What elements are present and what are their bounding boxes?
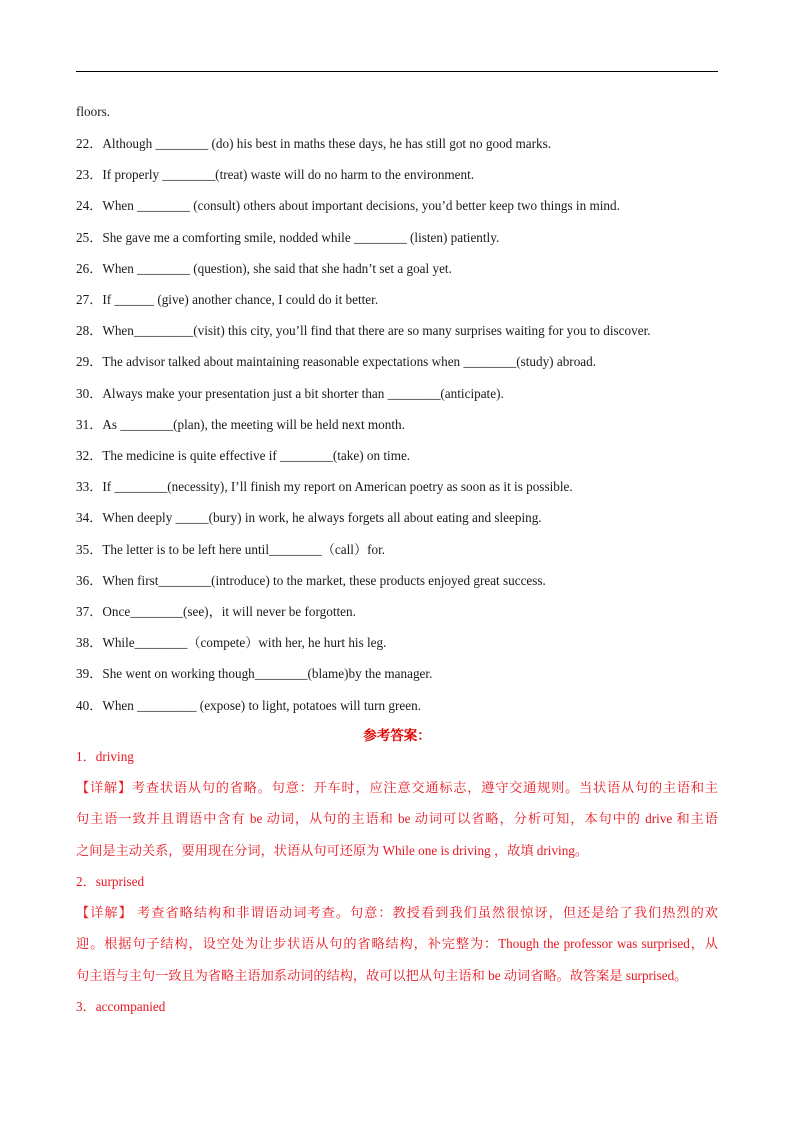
question-text: She gave me a comforting smile, nodded while ________ (listen) patiently. [102, 229, 500, 245]
question-number: 30． [76, 385, 103, 401]
question-number: 36． [76, 572, 103, 588]
question-item [76, 198, 620, 214]
question-number: 27． [76, 292, 103, 307]
answer-1-detail [76, 772, 718, 866]
question-item [76, 698, 421, 714]
question-number: 23． [76, 167, 103, 183]
question-item [76, 635, 386, 651]
detail-line: 之间是主动关系，要用现在分词，状语从句可还原为 While one is driving ，故填 driving。 [76, 842, 589, 858]
question-number: 34． [76, 510, 103, 526]
question-item [76, 261, 452, 277]
question-number: 31． [76, 416, 103, 432]
detail-line: 句主语一致并且谓语中含有 be 动词，从句的主语和 be 动词可以省略，分析可知，本句中的 drive 和主语 [76, 811, 718, 827]
question-item [76, 167, 474, 183]
question-number: 26． [76, 260, 103, 276]
question-number: 35． [76, 541, 103, 557]
question-item [76, 448, 410, 464]
detail-line: 句主语与主句一致且为省略主语加系动词的结构，故可以把从句主语和 be 动词省略。故答案是 surprised。 [76, 967, 688, 983]
question-item [76, 354, 596, 370]
question-item [76, 230, 499, 246]
question-text: When _________ (expose) to light, potatoes will turn green. [102, 697, 422, 713]
question-text: She went on working though________(blame)by the manager. [102, 666, 433, 682]
question-number: 25． [76, 229, 103, 245]
question-text: When ________ (question), she said that she hadn’t set a goal yet. [102, 260, 452, 276]
question-text: As ________(plan), the meeting will be held next month. [102, 416, 405, 432]
question-text: When deeply _____(bury) in work, he always forgets all about eating and sleeping. [102, 510, 542, 526]
question-item [76, 292, 378, 308]
question-text: The medicine is quite effective if ________(take) on time. [102, 448, 411, 463]
answer-1-label: 1．driving [76, 749, 134, 764]
question-text: While________（compete）with her, he hurt his leg. [102, 635, 387, 651]
question-number: 22． [76, 136, 103, 151]
question-number: 38． [76, 635, 103, 651]
question-number: 33． [76, 479, 103, 495]
carryover-text: floors. [76, 104, 111, 119]
question-item [76, 417, 405, 433]
question-number: 40． [76, 697, 103, 713]
question-text: The advisor talked about maintaining reasonable expectations when ________(study) abroad. [102, 354, 597, 370]
header-rule [76, 71, 718, 72]
answer-2-label: 2．surprised [76, 874, 145, 889]
question-number: 29． [76, 354, 103, 370]
question-text: If ________(necessity), I’ll finish my report on American poetry as soon as it is possible. [102, 479, 573, 495]
detail-line: 【详解】考查状语从句的省略。句意：开车时，应注意交通标志，遵守交通规则。当状语从句的主语和主 [76, 780, 718, 795]
question-item [76, 573, 546, 589]
question-text: Although ________ (do) his best in maths these days, he has still got no good marks. [102, 136, 552, 151]
question-item [76, 510, 542, 526]
question-item [76, 386, 504, 402]
question-text: When_________(visit) this city, you’ll find that there are so many surprises waiting for you to discover. [102, 323, 651, 339]
question-text: Once________(see)，it will never be forgotten. [102, 604, 356, 619]
question-text: If properly ________(treat) waste will do no harm to the environment. [102, 167, 475, 183]
question-text: If ______ (give) another chance, I could do it better. [102, 292, 379, 307]
answer-3-label: 3．accompanied [76, 999, 166, 1014]
question-text: Always make your presentation just a bit shorter than ________(anticipate). [102, 385, 504, 401]
question-text: When first________(introduce) to the market, these products enjoyed great success. [102, 572, 546, 588]
question-number: 37． [76, 604, 103, 619]
question-item [76, 542, 385, 558]
question-item [76, 604, 356, 620]
answer-2-detail [76, 897, 718, 991]
answers-heading: 参考答案： [363, 728, 431, 744]
question-text: The letter is to be left here until________（call）for. [102, 541, 386, 557]
question-text: When ________ (consult) others about important decisions, you’d better keep two things in mind. [102, 198, 620, 214]
question-item [76, 666, 432, 682]
question-item [76, 479, 573, 495]
detail-line: 【详解】 考查省略结构和非谓语动词考查。句意：教授看到我们虽然很惊讶，但还是给了我们热烈的欢 [76, 905, 718, 920]
question-number: 28． [76, 323, 103, 339]
detail-line: 迎。根据句子结构，设空处为让步状语从句的省略结构，补完整为：Though the professor was surprised，从 [76, 936, 718, 952]
question-number: 24． [76, 198, 103, 214]
question-number: 32． [76, 448, 103, 463]
question-number: 39． [76, 666, 103, 682]
question-item [76, 323, 651, 339]
question-item [76, 136, 551, 152]
